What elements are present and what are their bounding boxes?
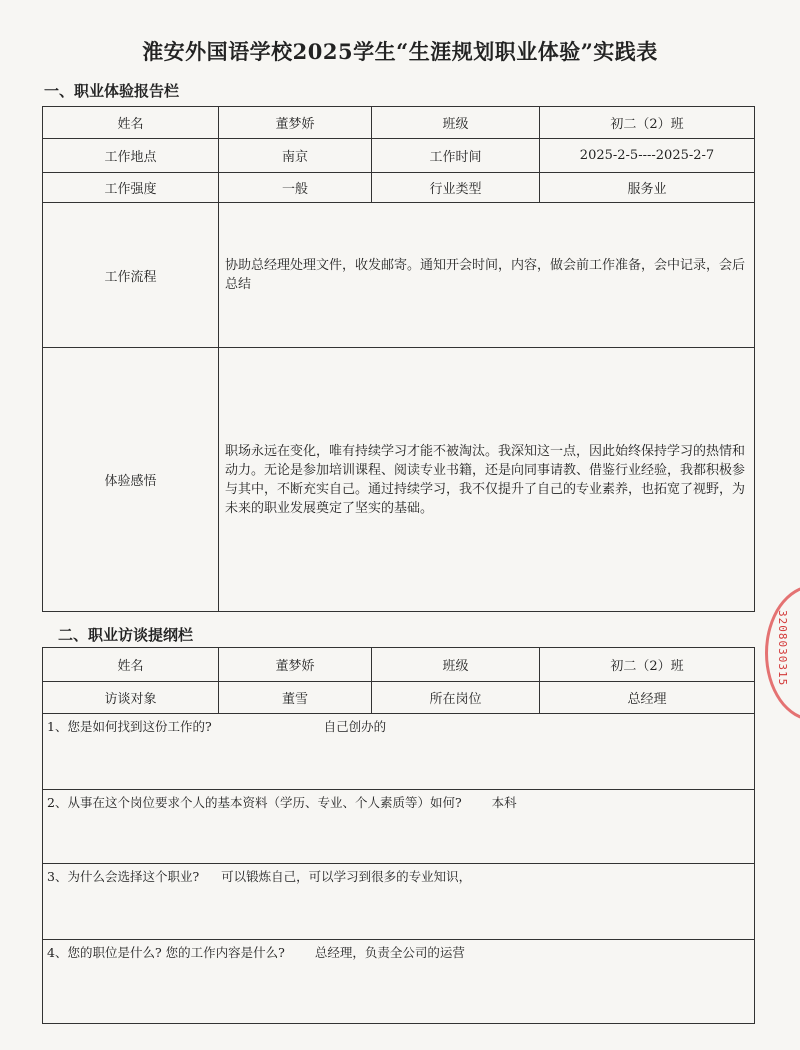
intensity-label: 工作强度 (43, 173, 219, 203)
name-value: 董梦娇 (219, 107, 372, 139)
question-text: 2、从事在这个岗位要求个人的基本资料（学历、专业、个人素质等）如何? (47, 795, 462, 810)
reflection-value: 职场永远在变化，唯有持续学习才能不被淘汰。我深知这一点，因此始终保持学习的热情和动力。无论是参加培训课程、阅读专业书籍，还是向同事请教、借鉴行业经验，我都积极参与其中，不断充实自己。通过持续学习，我不仅提升了自己的专业素养，也拓宽了视野，为未来的职业发展奠定了坚实的基础。 (219, 348, 755, 612)
interview-class-label: 班级 (372, 648, 540, 682)
question-text: 1、您是如何找到这份工作的? (47, 719, 212, 734)
question-row (43, 940, 755, 1024)
time-value: 2025-2-5----2025-2-7 (540, 139, 755, 173)
question-text: 4、您的职位是什么? 您的工作内容是什么? (47, 945, 285, 960)
intensity-value: 一般 (219, 173, 372, 203)
position-label: 所在岗位 (372, 682, 540, 714)
section-report-heading: 一、职业体验报告栏 (44, 82, 180, 100)
seal-number: 3208030315 (776, 610, 789, 687)
interview-table (42, 647, 755, 1024)
page-title: 淮安外国语学校2025学生“生涯规划职业体验”实践表 (142, 39, 658, 64)
answer-text: 本科 (491, 795, 517, 810)
section-interview-heading: 二、职业访谈提纲栏 (58, 626, 194, 644)
location-label: 工作地点 (43, 139, 219, 173)
target-value: 董雪 (219, 682, 372, 714)
class-value: 初二（2）班 (540, 107, 755, 139)
interview-class-value: 初二（2）班 (540, 648, 755, 682)
question-text: 3、为什么会选择这个职业? (47, 869, 200, 884)
industry-label: 行业类型 (372, 173, 540, 203)
location-value: 南京 (219, 139, 372, 173)
class-label: 班级 (372, 107, 540, 139)
interview-name-value: 董梦娇 (219, 648, 372, 682)
name-label: 姓名 (43, 107, 219, 139)
question-row (43, 714, 755, 790)
time-label: 工作时间 (372, 139, 540, 173)
process-value: 协助总经理处理文件，收发邮寄。通知开会时间，内容，做会前工作准备，会中记录，会后总结 (219, 203, 755, 348)
reflection-label: 体验感悟 (43, 348, 219, 612)
answer-text: 自己创办的 (323, 719, 387, 734)
question-row (43, 864, 755, 940)
answer-text: 总经理，负责全公司的运营 (314, 945, 465, 960)
answer-text: 可以锻炼自己，可以学习到很多的专业知识， (221, 869, 472, 884)
interview-name-label: 姓名 (43, 648, 219, 682)
target-label: 访谈对象 (43, 682, 219, 714)
process-label: 工作流程 (43, 203, 219, 348)
question-row (43, 790, 755, 864)
report-table (42, 106, 755, 612)
industry-value: 服务业 (540, 173, 755, 203)
position-value: 总经理 (540, 682, 755, 714)
